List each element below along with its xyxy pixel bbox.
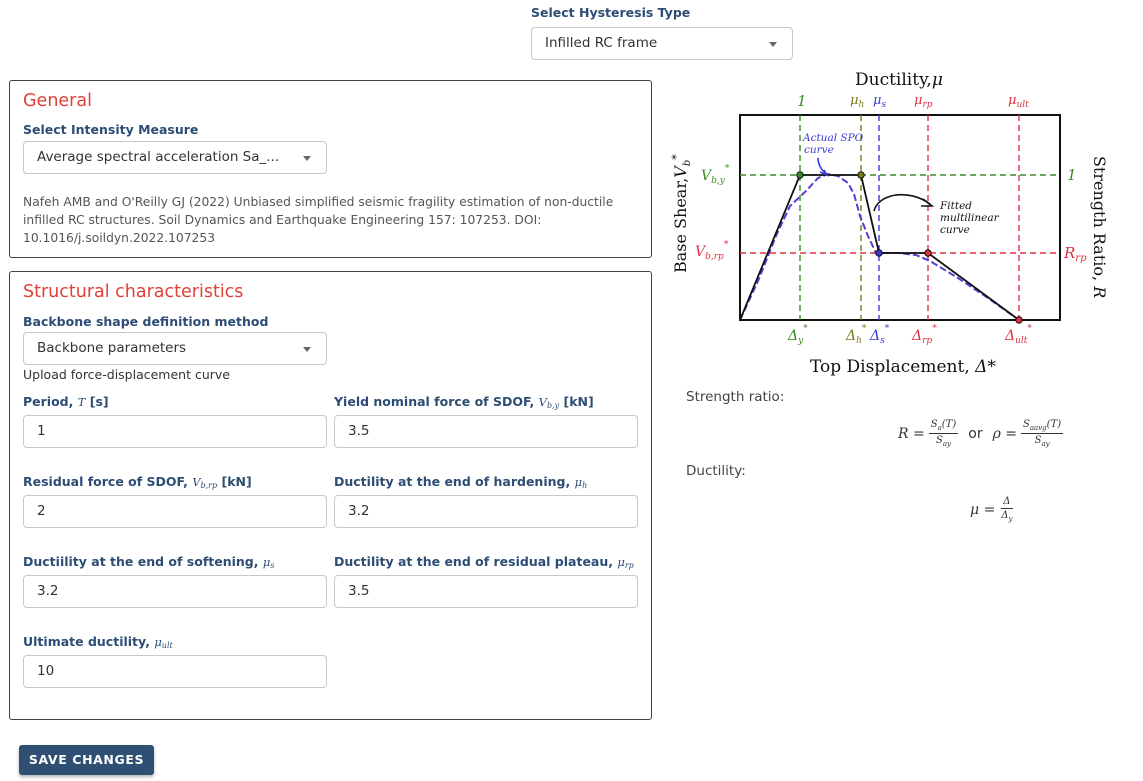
- fitted-label-3: curve: [940, 224, 970, 236]
- softening-ductility-input[interactable]: 3.2: [23, 575, 327, 608]
- backbone-method-value: Backbone parameters: [37, 340, 187, 356]
- residual-plateau-ductility-label: Ductility at the end of residual plateau, $\mu_{rp}$: [334, 554, 634, 570]
- upload-curve-text: Upload force-displacement curve: [23, 367, 230, 382]
- ultimate-ductility-label: Ultimate ductility, $\mu_{ult}$: [23, 634, 173, 650]
- top-label-1: 1: [797, 92, 807, 110]
- backbone-method-select[interactable]: [23, 332, 327, 365]
- backbone-diagram: [668, 66, 1116, 386]
- fitted-label-2: multilinear: [940, 212, 999, 224]
- left-axis-title: Base $Shear,V_b^*$: [670, 154, 693, 273]
- top-label-mu-h: $\mu_h$: [850, 93, 865, 110]
- point-ultimate: [1016, 317, 1022, 323]
- left-label-vbrp: $V_{b,rp}^*$: [695, 240, 729, 262]
- general-title: General: [23, 91, 92, 111]
- hardening-ductility-input[interactable]: 3.2: [334, 495, 638, 528]
- save-changes-button[interactable]: SAVE CHANGES: [19, 745, 154, 775]
- backbone-method-label: Backbone shape definition method: [23, 314, 269, 329]
- top-label-mu-rp: $\mu_{rp}$: [914, 93, 933, 110]
- diagram-frame: [740, 115, 1060, 320]
- period-label: Period, T [s]: [23, 394, 109, 409]
- bottom-label-delta-ult: $\Delta_{ult}^*$: [1005, 324, 1032, 346]
- bottom-label-delta-y: $\Delta_y^*$: [788, 324, 808, 346]
- intensity-measure-value: Average spectral acceleration Sa_...: [37, 149, 280, 165]
- top-label-mu-s: $\mu_s$: [873, 93, 887, 110]
- intensity-measure-label: Select Intensity Measure: [23, 122, 199, 137]
- bottom-label-delta-h: $\Delta_h^*$: [846, 324, 867, 346]
- hysteresis-select-value: Infilled RC frame: [545, 35, 658, 51]
- residual-force-label: Residual force of SDOF, $V_{b,rp}$ [kN]: [23, 474, 252, 490]
- yield-force-input[interactable]: 3.5: [334, 415, 638, 448]
- period-input[interactable]: 1: [23, 415, 327, 448]
- softening-ductility-label: Ductiility at the end of softening, $\mu_s$: [23, 554, 275, 570]
- structural-title: Structural characteristics: [23, 282, 244, 302]
- fitted-arrow: [874, 195, 930, 211]
- right-label-rrp: $R_{rp}$: [1064, 244, 1087, 264]
- right-label-1: 1: [1067, 166, 1077, 184]
- residual-force-input[interactable]: 2: [23, 495, 327, 528]
- left-label-vby: $V_{b,y}^*$: [701, 164, 730, 186]
- ductility-label: Ductility:: [686, 463, 746, 479]
- hardening-ductility-label: Ductility at the end of hardening, $\mu_h$: [334, 474, 588, 490]
- yield-force-label: Yield nominal force of SDOF, $V_{b,y}$ [kN]: [334, 394, 594, 410]
- intensity-measure-select[interactable]: [23, 141, 327, 174]
- bottom-axis-title: Top Displacement, Δ*: [810, 357, 996, 377]
- bottom-label-delta-s: $\Delta_s^*$: [870, 324, 890, 346]
- top-label-mu-ult: $\mu_{ult}$: [1008, 93, 1029, 110]
- point-residual: [925, 250, 931, 256]
- right-axis-title: Strength Ratio, R: [1090, 156, 1109, 299]
- point-yield: [797, 172, 803, 178]
- residual-plateau-ductility-input[interactable]: 3.5: [334, 575, 638, 608]
- top-axis-title: Ductility,μ: [855, 70, 943, 90]
- point-softening: [876, 250, 882, 256]
- chevron-down-icon: [769, 42, 777, 47]
- reference-text: Nafeh AMB and O'Reilly GJ (2022) Unbiased simplified seismic fragility estimation of non-ductile infilled RC structures. Soil Dynamics and Earthquake Engineering 157: 107253. DOI: 10.1016/j.soildyn.2022.107253: [23, 195, 614, 245]
- ultimate-ductility-input[interactable]: 10: [23, 655, 327, 688]
- hysteresis-select[interactable]: [531, 27, 793, 60]
- actual-label-2: curve: [804, 144, 834, 156]
- fitted-label-1: Fitted: [940, 200, 973, 212]
- ductility-formula: μ = $\frac{\Delta}{\Delta_y}$: [970, 496, 1013, 523]
- chevron-down-icon: [303, 156, 311, 161]
- actual-label-1: Actual SPO: [803, 132, 864, 144]
- hysteresis-label: Select Hysteresis Type: [531, 5, 691, 20]
- strength-ratio-formula: R = $\frac{S_a(T)}{S_{ay}}$ or ρ = $\frac{S_{aavg}(T)}{S_{ay}}$: [898, 419, 1062, 448]
- strength-ratio-label: Strength ratio:: [686, 389, 785, 405]
- point-hardening: [858, 172, 864, 178]
- bottom-label-delta-rp: $\Delta_{rp}^*$: [912, 324, 937, 346]
- chevron-down-icon: [303, 347, 311, 352]
